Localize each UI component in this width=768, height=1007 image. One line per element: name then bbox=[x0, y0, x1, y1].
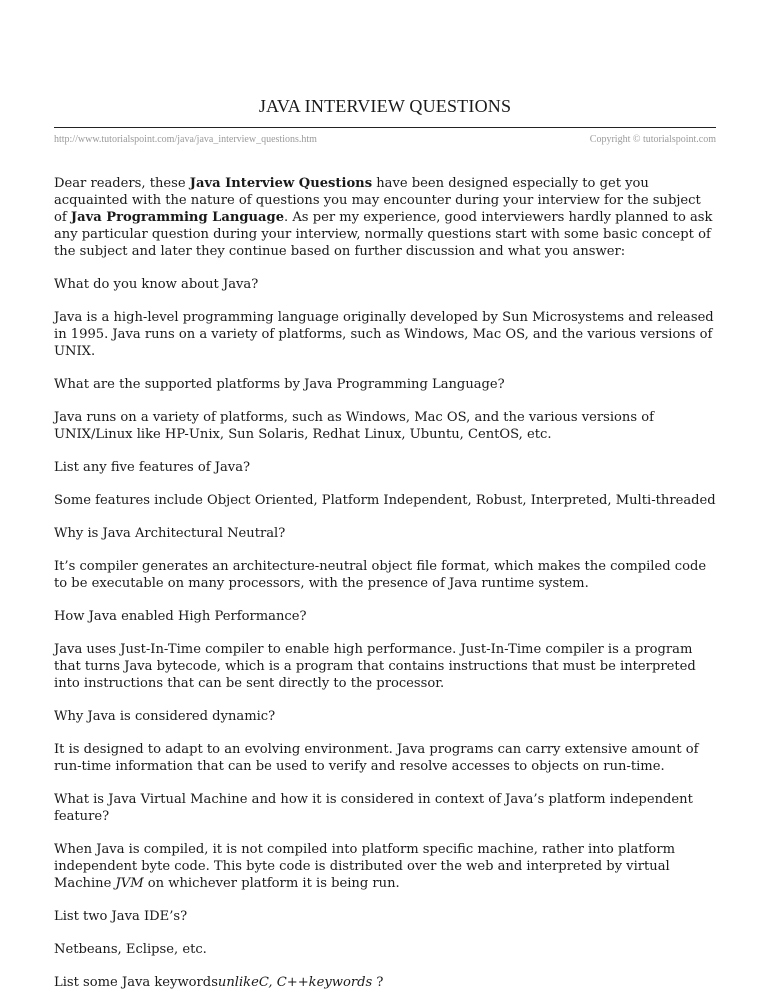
question: Why Java is considered dynamic? bbox=[54, 709, 276, 724]
header-rule bbox=[54, 127, 716, 128]
intro-paragraph: Dear readers, these Java Interview Questions have been designed especially to get you acquainted with the nature of questions you may encounter during your interview for the subject of Java Programming Language. As per my experience, good interviewers hardly planned to ask any particular question during your interview, normally questions start with some basic concept of the subject and later they continue based on further discussion and what you answer: bbox=[54, 176, 713, 259]
answer: Some features include Object Oriented, Platform Independent, Robust, Interpreted, Multi-threaded bbox=[54, 493, 716, 508]
question: What are the supported platforms by Java Programming Language? bbox=[54, 377, 505, 392]
answer: When Java is compiled, it is not compiled into platform specific machine, rather into platform independent byte code. This byte code is distributed over the web and interpreted by virtual Machine JVM on whichever platform it is being run. bbox=[54, 842, 675, 891]
question: How Java enabled High Performance? bbox=[54, 609, 307, 624]
answer: Java runs on a variety of platforms, such as Windows, Mac OS, and the various versions of UNIX/Linux like HP-Unix, Sun Solaris, Redhat Linux, Ubuntu, CentOS, etc. bbox=[54, 410, 654, 442]
question: List two Java IDE’s? bbox=[54, 909, 188, 924]
copyright-notice: Copyright © tutorialspoint.com bbox=[589, 134, 716, 145]
question: What is Java Virtual Machine and how it is considered in context of Java’s platform independent feature? bbox=[54, 792, 693, 824]
question: What do you know about Java? bbox=[54, 277, 259, 292]
answer: Java is a high-level programming language originally developed by Sun Microsystems and released in 1995. Java runs on a variety of platforms, such as Windows, Mac OS, and the various versions of UNIX. bbox=[54, 310, 714, 359]
question: Why is Java Architectural Neutral? bbox=[54, 526, 286, 541]
question: List any five features of Java? bbox=[54, 460, 251, 475]
answer: Java uses Just-In-Time compiler to enable high performance. Just-In-Time compiler is a program that turns Java bytecode, which is a program that contains instructions that must be interpreted into instructions that can be sent directly to the processor. bbox=[54, 642, 696, 691]
answer: Netbeans, Eclipse, etc. bbox=[54, 942, 207, 957]
page-header bbox=[54, 134, 716, 145]
question: List some Java keywordsunlikeC, C++keywords ? bbox=[54, 975, 384, 990]
answer: It is designed to adapt to an evolving environment. Java programs can carry extensive amount of run-time information that can be used to verify and resolve accesses to objects on run-time. bbox=[54, 742, 699, 774]
page-title: JAVA INTERVIEW QUESTIONS bbox=[258, 96, 512, 116]
document-body bbox=[54, 175, 716, 1007]
answer: It’s compiler generates an architecture-neutral object file format, which makes the compiled code to be executable on many processors, with the presence of Java runtime system. bbox=[54, 559, 707, 591]
source-url: http://www.tutorialspoint.com/java/java_interview_questions.htm bbox=[54, 134, 317, 145]
